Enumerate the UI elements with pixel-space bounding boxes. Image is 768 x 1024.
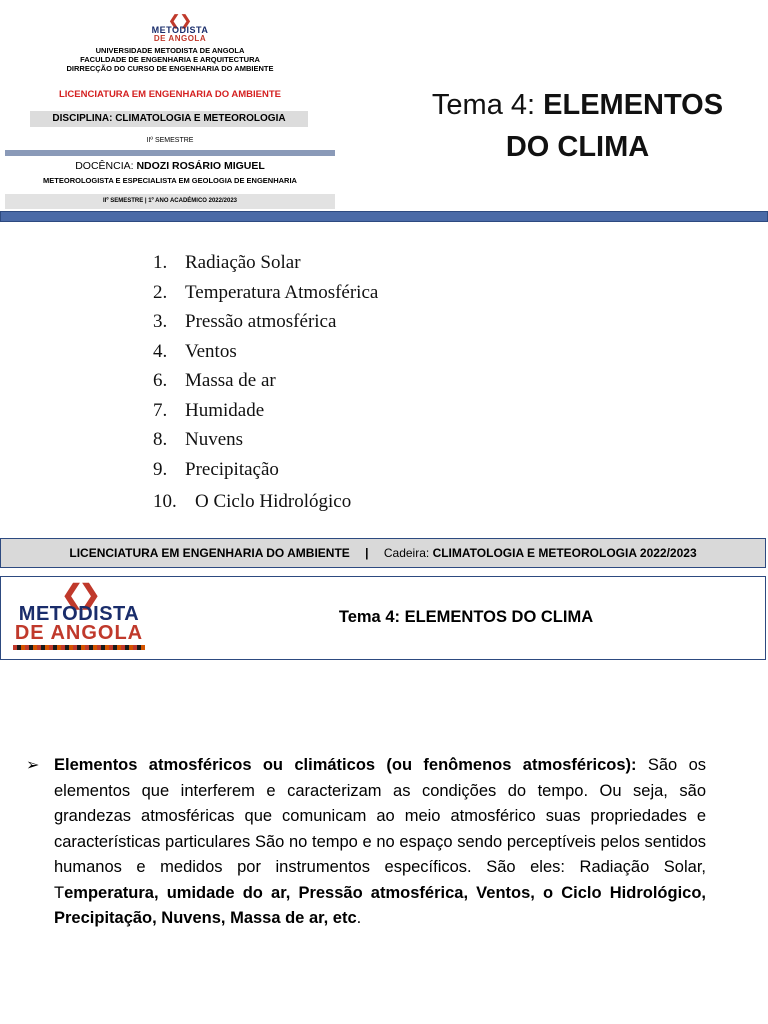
divider-bar	[5, 150, 335, 156]
course-name: LICENCIATURA EM ENGENHARIA DO AMBIENTE	[58, 89, 282, 100]
list-number: 6.	[153, 370, 168, 391]
list-item	[153, 491, 378, 521]
list-label: Pressão atmosférica	[185, 311, 337, 332]
list-item	[153, 370, 378, 400]
definition-paragraph	[26, 753, 706, 932]
bullet-arrow-icon: ➢	[26, 757, 40, 774]
teacher-name: NDOZI ROSÁRIO MIGUEL	[136, 160, 265, 172]
slide2-header	[0, 576, 766, 660]
logo-line2: DE ANGOLA	[153, 34, 207, 43]
discipline-label: DISCIPLINA: CLIMATOLOGIA E METEOROLOGIA	[30, 111, 308, 127]
list-label: Ventos	[185, 340, 237, 362]
course-bar-separator: |	[365, 546, 369, 560]
card-footer: IIº SEMESTRE | 1º ANO ACADÉMICO 2022/2023	[5, 194, 335, 209]
course-bar-cadeira-value: CLIMATOLOGIA E METEOROLOGIA 2022/2023	[432, 546, 697, 560]
slide1-bottom-bar	[0, 211, 768, 222]
list-label: Precipitação	[185, 458, 279, 480]
teacher-title: METEOROLOGISTA E ESPECIALISTA EM GEOLOGIA DE ENGENHARIA	[43, 176, 297, 185]
list-label: Humidade	[185, 399, 265, 421]
institution-line-2: FACULDADE DE ENGENHARIA E ARQUITECTURA	[80, 55, 260, 64]
metodista-logo	[13, 579, 145, 651]
list-number: 3.	[153, 311, 168, 332]
list-number: 2.	[153, 281, 168, 303]
course-bar-course: LICENCIATURA EM ENGENHARIA DO AMBIENTE	[69, 546, 350, 560]
para-text-1: São os elementos que interferem e caracterizam as condições do tempo. Ou seja, são grandezas atmosféricas que comunicam ao meio atmosférico suas propriedades e características particulares São no tempo e no espaço sendo perceptíveis pelos sentidos humanos e medidos por instrumentos específicos. São eles: Radiação Solar, T	[54, 756, 706, 902]
logo-line1: METODISTA	[18, 603, 140, 625]
metodista-logo	[145, 14, 215, 46]
course-footer-bar	[0, 538, 766, 568]
list-item	[153, 252, 378, 282]
semester-label: IIº SEMESTRE	[146, 137, 194, 144]
slide2-title: Tema 4: ELEMENTOS DO CLIMA	[338, 608, 594, 626]
para-bold-1: Elementos atmosféricos ou climáticos (ou fenômenos atmosféricos):	[54, 756, 637, 774]
logo-pattern-strip	[13, 645, 145, 650]
course-bar-cadeira-label: Cadeira:	[383, 546, 430, 560]
list-number: 7.	[153, 399, 168, 421]
slide1-title	[400, 84, 755, 168]
list-number: 9.	[153, 458, 168, 480]
logo-line1: METODISTA	[151, 25, 209, 35]
para-bold-2: emperatura, umidade do ar, Pressão atmosférica, Ventos, o Ciclo Hidrológico, Precipitação, Nuvens, Massa de ar, etc	[54, 883, 706, 927]
list-number: 1.	[153, 252, 168, 273]
list-item	[153, 429, 378, 459]
institution-line-1: UNIVERSIDADE METODISTA DE ANGOLA	[95, 46, 245, 55]
elements-list	[153, 252, 378, 521]
list-label: Massa de ar	[185, 370, 276, 391]
teacher-label: DOCÊNCIA:	[75, 160, 134, 172]
list-item	[153, 341, 378, 371]
logo-wings-icon: ❮❯	[61, 579, 97, 609]
list-item	[153, 459, 378, 489]
logo-wings-icon: ❮❯	[168, 12, 192, 28]
title-line1: ELEMENTOS	[543, 89, 724, 121]
list-number: 4.	[153, 340, 168, 362]
paragraph-text	[54, 753, 706, 932]
logo-line2: DE ANGOLA	[14, 622, 144, 644]
institution-line-3: DIRRECÇÃO DO CURSO DE ENGENHARIA DO AMBIENTE	[66, 64, 274, 73]
list-item	[153, 311, 378, 341]
list-label: Temperatura Atmosférica	[185, 281, 379, 303]
para-text-2: .	[356, 909, 362, 927]
list-label: O Ciclo Hidrológico	[195, 491, 352, 512]
list-item	[153, 400, 378, 430]
teacher-line	[5, 160, 335, 172]
list-number: 8.	[153, 429, 168, 450]
title-line2: DO CLIMA	[505, 131, 650, 163]
list-number: 10.	[153, 491, 177, 512]
list-label: Radiação Solar	[185, 252, 301, 273]
slide1-header-card	[5, 10, 335, 210]
title-prefix: Tema 4:	[431, 89, 536, 121]
list-item	[153, 282, 378, 312]
list-label: Nuvens	[185, 429, 244, 450]
